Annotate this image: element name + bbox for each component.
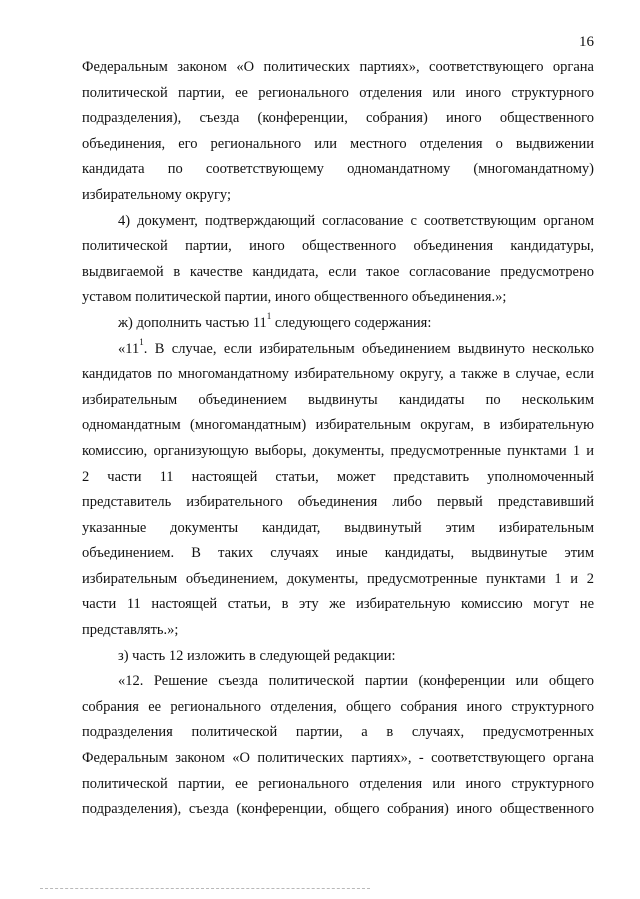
text-line (82, 106, 594, 132)
text-segment: указанные документы кандидат, выдвинутый этим избирательным (82, 519, 594, 536)
text-line (82, 439, 594, 465)
footer-divider (40, 888, 370, 889)
text-segment: объединения, его регионального или местного отделения о выдвижении (82, 135, 594, 152)
page-number: 16 (579, 34, 594, 50)
text-segment: части 11 настоящей статьи, в эту же избирательную комиссию могут не (82, 596, 594, 613)
text-line (82, 592, 594, 618)
text-line (82, 541, 594, 567)
superscript: 1 (139, 336, 144, 347)
text-line (82, 209, 594, 235)
text-line (82, 772, 594, 798)
text-line (82, 720, 594, 746)
text-line (82, 260, 594, 286)
text-segment: подразделения), съезда (конференции, общего собрания) иного общественного (82, 801, 594, 818)
text-segment: выдвигаемой в качестве кандидата, если такое согласование предусмотрено (82, 263, 594, 280)
text-segment: 2 части 11 настоящей статьи, может представить уполномоченный (82, 468, 594, 485)
text-line (82, 362, 594, 388)
text-segment: политической партии, ее регионального отделения или иного структурного (82, 84, 594, 101)
text-segment: представлять.»; (82, 622, 179, 639)
text-line (82, 311, 594, 337)
text-line (82, 618, 594, 644)
text-line (82, 55, 594, 81)
text-line (82, 388, 594, 414)
text-segment: . В случае, если избирательным объединением выдвинуто несколько (143, 340, 594, 357)
text-line (82, 81, 594, 107)
superscript: 1 (266, 311, 272, 322)
text-segment: политической партии, иного общественного объединения кандидатуры, (82, 238, 594, 255)
text-segment: следующего содержания: (271, 314, 432, 331)
document-body (82, 55, 594, 823)
text-segment: подразделения политической партии, а в случаях, предусмотренных (82, 724, 594, 741)
text-line (82, 413, 594, 439)
text-line (82, 669, 594, 695)
text-line (82, 797, 594, 823)
text-line (82, 132, 594, 158)
text-line (82, 465, 594, 491)
text-segment: подразделения), съезда (конференции, собрания) иного общественного (82, 110, 594, 127)
text-segment: уставом политической партии, иного общественного объединения.»; (82, 289, 507, 306)
text-segment: ж) дополнить частью 11 (118, 314, 267, 331)
text-segment: избирательным объединением выдвинуты кандидаты по нескольким (82, 391, 594, 408)
text-segment: кандидата по соответствующему одномандатному (многомандатному) (82, 161, 594, 178)
text-line (82, 516, 594, 542)
text-segment: избирательному округу; (82, 186, 231, 203)
text-line (82, 746, 594, 772)
text-segment: 4) документ, подтверждающий согласование с соответствующим органом (118, 212, 594, 229)
text-segment: «12. Решение съезда политической партии (конференции или общего (118, 673, 594, 690)
text-segment: комиссию, организующую выборы, документы, предусмотренные пунктами 1 и (82, 442, 594, 459)
text-segment: «11 (118, 340, 140, 357)
text-segment: представитель избирательного объединения либо первый представивший (82, 494, 594, 511)
text-line (82, 337, 594, 363)
text-segment: з) часть 12 изложить в следующей редакции: (118, 647, 396, 664)
text-segment: собрания ее регионального отделения, общего собрания иного структурного (82, 698, 594, 715)
text-line (82, 567, 594, 593)
text-segment: кандидатов по многомандатному избирательному округу, а также в случае, если (82, 366, 594, 383)
text-line (82, 183, 594, 209)
text-segment: одномандатным (многомандатным) избирательным округам, в избирательную (82, 417, 594, 434)
text-segment: избирательным объединением, документы, предусмотренные пунктами 1 и 2 (82, 570, 594, 587)
text-line (82, 644, 594, 670)
text-line (82, 285, 594, 311)
text-segment: политической партии, ее регионального отделения или иного структурного (82, 775, 594, 792)
text-line (82, 157, 594, 183)
text-segment: Федеральным законом «О политических партиях», соответствующего органа (82, 59, 594, 75)
text-line (82, 695, 594, 721)
text-line (82, 234, 594, 260)
text-segment: объединением. В таких случаях иные кандидаты, выдвинутые этим (82, 545, 594, 562)
text-segment: Федеральным законом «О политических партиях», - соответствующего органа (82, 750, 594, 767)
text-line (82, 490, 594, 516)
